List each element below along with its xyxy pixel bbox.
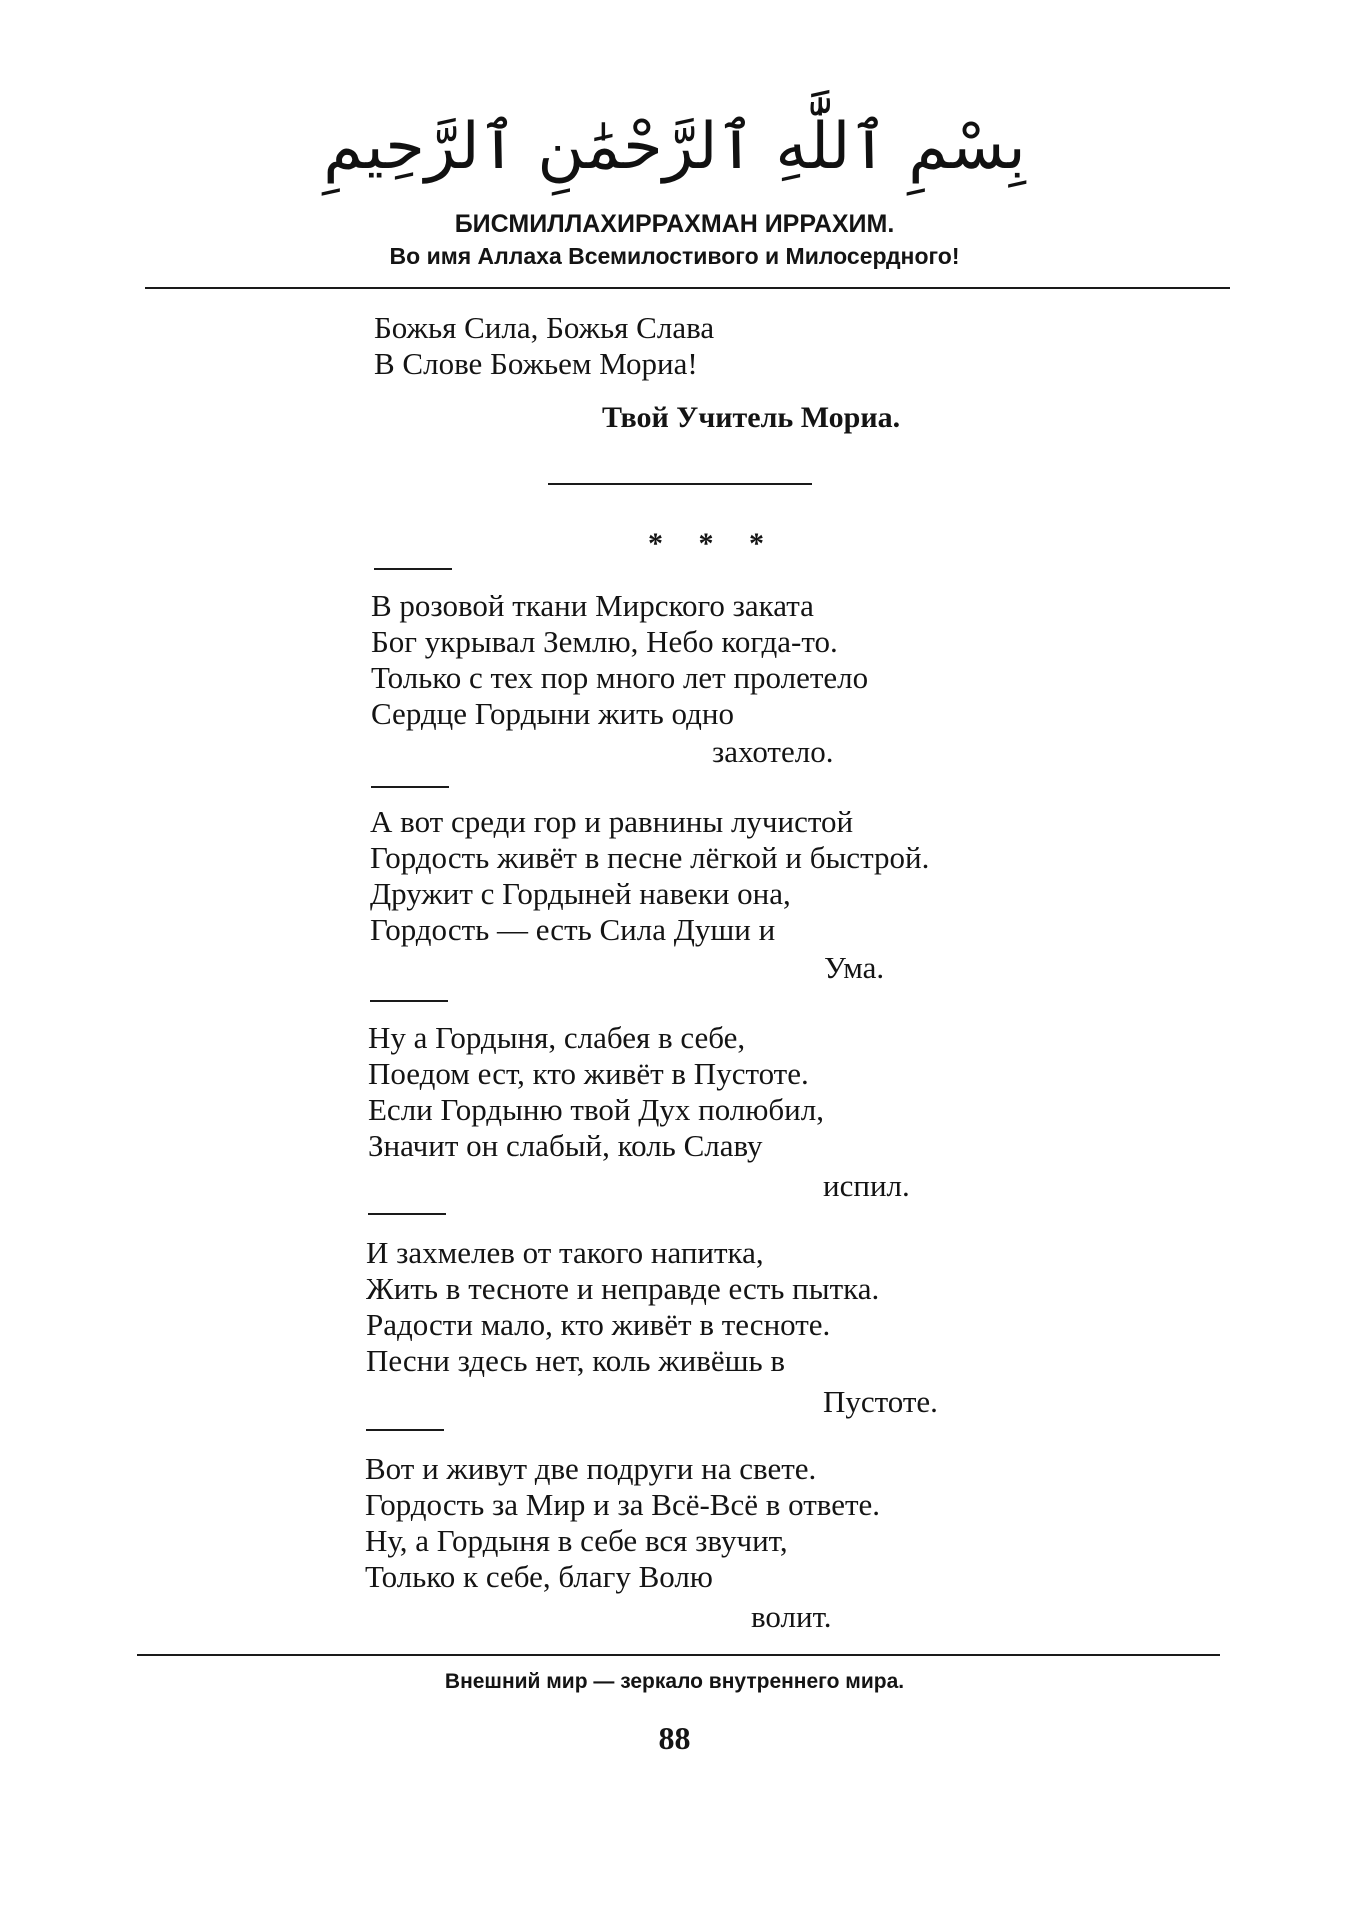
stanza-2-line-1: А вот среди гор и равнины лучистой bbox=[370, 804, 854, 839]
footer-motto: Внешний мир — зеркало внутреннего мира. bbox=[444, 1670, 905, 1693]
stanza-dash bbox=[371, 786, 449, 788]
stanza-2-line-4: Гордость — есть Сила Души и bbox=[370, 912, 776, 947]
stanza-4-line-4: Песни здесь нет, коль живёшь в bbox=[366, 1343, 786, 1378]
stanza-4-line-2: Жить в тесноте и неправде есть пытка. bbox=[366, 1271, 880, 1306]
stanza-4-line-1: И захмелев от такого напитка, bbox=[366, 1235, 764, 1270]
stanza-2-line-2: Гордость живёт в песне лёгкой и быстрой. bbox=[370, 840, 930, 875]
signature: Твой Учитель Мориа. bbox=[602, 401, 901, 434]
header-translation: Во имя Аллаха Всемилостивого и Милосердного! bbox=[389, 243, 960, 269]
section-rule bbox=[548, 483, 812, 485]
stanza-5-line-4: Только к себе, благу Волю bbox=[365, 1559, 713, 1594]
stanza-5-tail: волит. bbox=[751, 1599, 832, 1634]
header-transliteration: БИСМИЛЛАХИРРАХМАН ИРРАХИМ. bbox=[454, 210, 895, 238]
stanza-2-tail: Ума. bbox=[824, 950, 885, 985]
stanza-dash bbox=[366, 1429, 444, 1431]
stanza-5-line-3: Ну, а Гордыня в себе вся звучит, bbox=[365, 1523, 788, 1558]
stanza-1-tail: захотело. bbox=[712, 734, 834, 769]
stanza-dash bbox=[374, 568, 452, 570]
stanza-1-line-4: Сердце Гордыни жить одно bbox=[371, 696, 735, 731]
stanza-dash bbox=[368, 1213, 446, 1215]
intro-line-2: В Слове Божьем Мориа! bbox=[374, 346, 698, 381]
page-number: 88 bbox=[658, 1720, 691, 1756]
stanza-3-tail: испил. bbox=[823, 1168, 910, 1203]
stanza-dash bbox=[370, 1000, 448, 1002]
asterism-separator: * * * bbox=[648, 527, 778, 560]
header-rule bbox=[145, 287, 1230, 289]
stanza-3-line-4: Значит он слабый, коль Славу bbox=[368, 1128, 763, 1163]
stanza-4-tail: Пустоте. bbox=[823, 1384, 938, 1419]
footer-rule bbox=[137, 1654, 1220, 1656]
stanza-4-line-3: Радости мало, кто живёт в тесноте. bbox=[366, 1307, 831, 1342]
stanza-3-line-3: Если Гордыню твой Дух полюбил, bbox=[368, 1092, 824, 1127]
stanza-5-line-1: Вот и живут две подруги на свете. bbox=[365, 1451, 817, 1486]
stanza-3-line-1: Ну а Гордыня, слабея в себе, bbox=[368, 1020, 746, 1055]
stanza-1-line-3: Только с тех пор много лет пролетело bbox=[371, 660, 869, 695]
stanza-5-line-2: Гордость за Мир и за Всё-Всё в ответе. bbox=[365, 1487, 881, 1522]
stanza-1-line-2: Бог укрывал Землю, Небо когда-то. bbox=[371, 624, 838, 659]
intro-line-1: Божья Сила, Божья Слава bbox=[374, 310, 715, 345]
bismillah-calligraphy: بِسْمِ ٱللَّٰهِ ٱلرَّحْمَٰنِ ٱلرَّحِيمِ bbox=[323, 110, 1026, 184]
stanza-3-line-2: Поедом ест, кто живёт в Пустоте. bbox=[368, 1056, 809, 1091]
stanza-1-line-1: В розовой ткани Мирского заката bbox=[371, 588, 814, 623]
stanza-2-line-3: Дружит с Гордыней навеки она, bbox=[370, 876, 791, 911]
